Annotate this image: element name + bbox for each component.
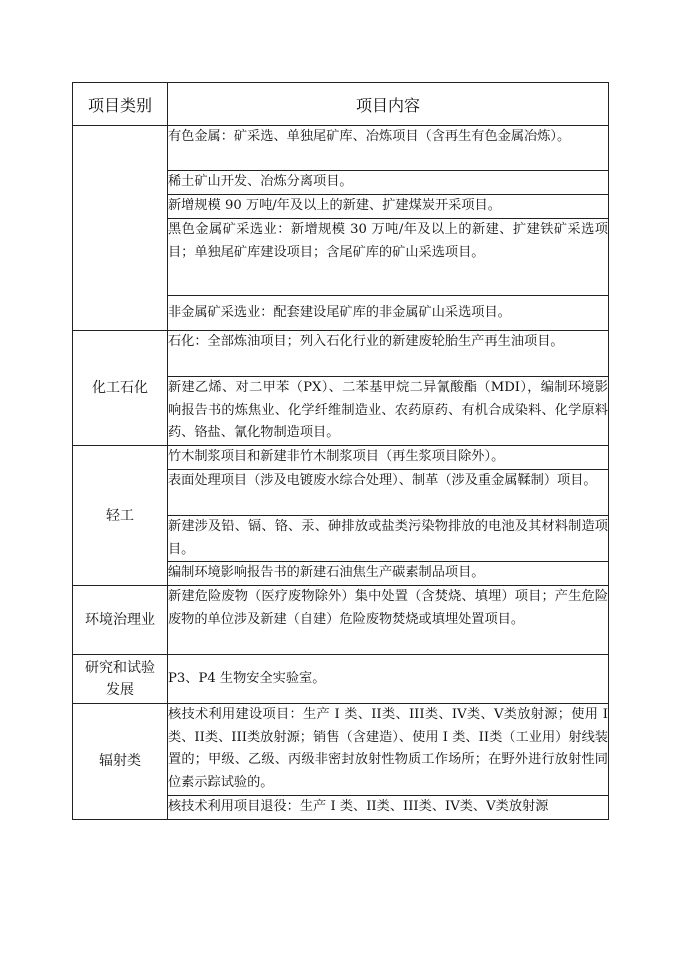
item-cell: 石化：全部炼油项目；列入石化行业的新建废轮胎生产再生油项目。	[168, 331, 609, 377]
project-table	[72, 82, 609, 820]
item-cell: 有色金属：矿采选、单独尾矿库、冶炼项目（含再生有色金属冶炼）。	[168, 126, 609, 171]
item-cell: P3、P4 生物安全实验室。	[168, 655, 609, 704]
header-category: 项目类别	[73, 83, 168, 126]
item-cell: 新增规模 90 万吨/年及以上的新建、扩建煤炭开采项目。	[168, 195, 609, 219]
item-cell: 新建涉及铅、镉、铬、汞、砷排放或盐类污染物排放的电池及其材料制造项目。	[168, 516, 609, 562]
table-row	[73, 704, 609, 796]
item-cell: 竹木制浆项目和新建非竹木制浆项目（再生浆项目除外）。	[168, 446, 609, 470]
item-cell: 非金属矿采选业：配套建设尾矿库的非金属矿山采选项目。	[168, 296, 609, 331]
category-cell: 化工石化	[73, 331, 168, 446]
category-cell: 轻工	[73, 446, 168, 586]
table-row	[73, 331, 609, 377]
item-cell: 核技术利用建设项目：生产 I 类、II类、III类、IV类、V类放射源；使用 I 类、II类、III类放射源；销售（含建造）、使用 I 类、II类（工业用）射线装置的；甲级、乙级、丙级非密封放射性物质工作场所；在野外进行放射性同位素示踪试验的。	[168, 704, 609, 796]
table-row	[73, 446, 609, 470]
item-cell: 稀土矿山开发、冶炼分离项目。	[168, 171, 609, 195]
table-header-row	[73, 83, 609, 126]
table-row	[73, 655, 609, 704]
header-content: 项目内容	[168, 83, 609, 126]
category-cell: 辐射类	[73, 704, 168, 820]
item-cell: 核技术利用项目退役：生产 I 类、II类、III类、IV类、V类放射源	[168, 796, 609, 820]
item-cell: 新建危险废物（医疗废物除外）集中处置（含焚烧、填埋）项目；产生危险废物的单位涉及新建（自建）危险废物焚烧或填埋处置项目。	[168, 586, 609, 655]
category-cell: 研究和试验发展	[73, 655, 168, 704]
item-cell: 黑色金属矿采选业：新增规模 30 万吨/年及以上的新建、扩建铁矿采选项目；单独尾矿库建设项目；含尾矿库的矿山采选项目。	[168, 219, 609, 296]
item-cell: 表面处理项目（涉及电镀废水综合处理）、制革（涉及重金属鞣制）项目。	[168, 470, 609, 516]
category-cell	[73, 126, 168, 331]
table-row	[73, 586, 609, 655]
table-row	[73, 126, 609, 171]
item-cell: 新建乙烯、对二甲苯（PX）、二苯基甲烷二异氰酸酯（MDI），编制环境影响报告书的炼焦业、化学纤维制造业、农药原药、有机合成染料、化学原料药、铬盐、氰化物制造项目。	[168, 377, 609, 446]
category-cell: 环境治理业	[73, 586, 168, 655]
item-cell: 编制环境影响报告书的新建石油焦生产碳素制品项目。	[168, 562, 609, 586]
